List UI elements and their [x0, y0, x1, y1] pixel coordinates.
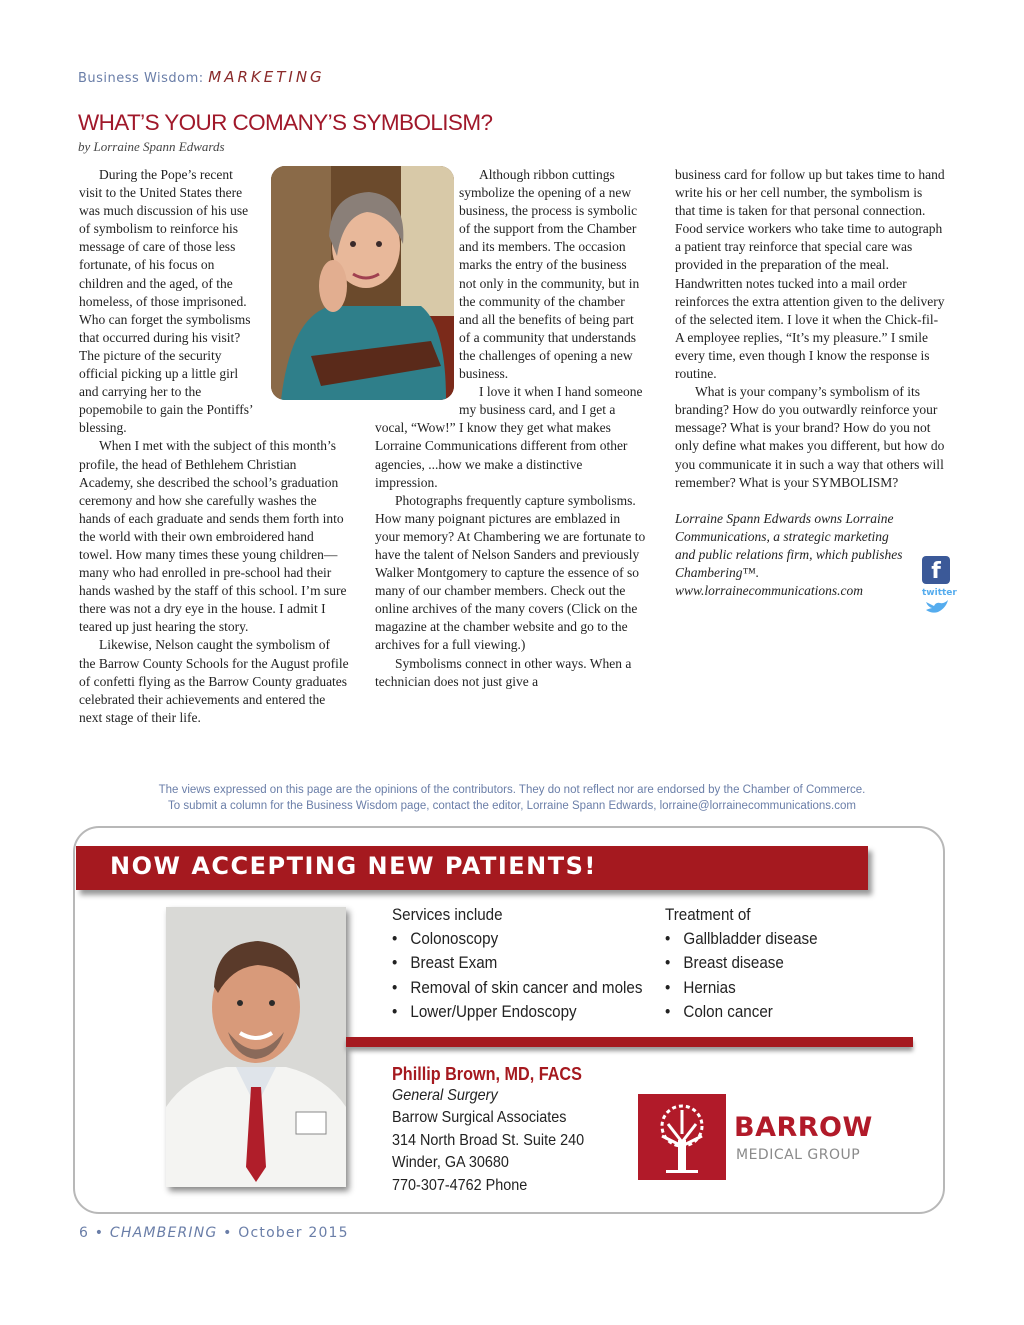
article-headline: WHAT’S YOUR COMANY’S SYMBOLISM? [78, 110, 493, 135]
paragraph: Photographs frequently capture symbolisms. How many poignant pictures are emblazed in your memory? At Chambering we are fortunate to have the talent of Nelson Sanders and previously Walker Montgomery to capture the essence of so many of our chamber members. Check out the online archives of the many covers (Click on the magazine at the chamber website and go to the archives for a full viewing.) [375, 492, 646, 653]
treatments-heading: Treatment of [665, 906, 751, 924]
tree-logo-icon [638, 1094, 726, 1180]
doctor-photo [166, 907, 346, 1187]
page-number: 6 [79, 1225, 90, 1241]
doctor-specialty: General Surgery [392, 1086, 498, 1104]
paragraph: Symbolisms connect in other ways. When a technician does not just give a [375, 655, 632, 689]
address-line-2: Winder, GA 30680 [392, 1154, 509, 1171]
ad-divider-bar [346, 1037, 913, 1047]
treatment-item: • Colon cancer [665, 1002, 773, 1021]
practice-name: Barrow Surgical Associates [392, 1109, 567, 1126]
paragraph: When I met with the subject of this month’s profile, the head of Bethlehem Christian Academy, she described the school’s graduation ceremony and how she carefully washes the hands of each graduate and sends them forth into the world with their own embroidered hand towel. How many times these young children—many who had enrolled in pre-school had their hands washed by the staff of this school. I’m sure there was not a dry eye in the house. I admit I teared up just hearing the story. [79, 438, 347, 635]
facebook-icon[interactable]: f [922, 556, 950, 584]
article-column-3 [675, 166, 945, 600]
page-footer: 6 • CHAMBERING • October 2015 [79, 1225, 349, 1241]
ad-banner-text: NOW ACCEPTING NEW PATIENTS! [110, 852, 597, 880]
issue-date: October 2015 [238, 1225, 349, 1241]
services-heading: Services include [392, 906, 503, 924]
paragraph: Although ribbon cuttings symbolize the opening of a new business, the process is symbolic of the support from the Chamber and its members. The occasion marks the entry of the business not only in the community, but in the community of the chamber and all the benefits of being part of a community that understands the challenges of opening a new business. [459, 167, 640, 382]
photo-wrap-spacer [253, 166, 349, 416]
section-label [78, 68, 325, 86]
author-bio: Lorraine Spann Edwards owns Lorraine Communications, a strategic marketing and public relations firm, which publishes Chambering™. [675, 510, 903, 580]
article-column-1 [79, 166, 349, 727]
twitter-bird-icon[interactable] [924, 598, 952, 618]
service-item: • Colonoscopy [392, 930, 499, 949]
article-column-2 [375, 166, 647, 691]
doctor-contact [392, 1064, 584, 1199]
logo-name: BARROW [734, 1112, 873, 1143]
phone-number: 770-307-4762 Phone [392, 1176, 528, 1194]
social-icons [922, 556, 957, 622]
treatment-item: • Gallbladder disease [665, 930, 818, 949]
twitter-label: twitter [922, 588, 957, 598]
disclaimer-line-1: The views expressed on this page are the opinions of the contributors. They do not reflect nor are endorsed by the Chamber of Commerce. [158, 784, 866, 796]
paragraph: What is your company’s symbolism of its branding? How do you outwardly reinforce your message? What is your brand? How do you not only define what makes you different, but how do you communicate it in such a way that others will remember? What is your SYMBOLISM? [675, 384, 945, 490]
author-website[interactable]: www.lorrainecommunications.com [675, 583, 863, 599]
article-byline: by Lorraine Spann Edwards [78, 139, 225, 154]
paragraph: I love it when I hand someone my business card, and I get a vocal, “Wow!” I know they get what makes Lorraine Communications different from other agencies, ...how we make a distinctive impression. [375, 384, 643, 490]
treatments-list [665, 906, 818, 1027]
paragraph: During the Pope’s recent visit to the United States there was much discussion of his use of symbolism to reinforce his message of care of those less fortunate, of his focus on children and the aged, of the homeless, of those imprisoned. Who can forget the symbolisms that occurred during his visit? The picture of the security official picking up a little girl and carrying her to the popemobile to gain the Pontiffs’ blessing. [79, 167, 253, 436]
service-item: • Removal of skin cancer and moles [392, 978, 643, 997]
disclaimer-line-2: To submit a column for the Business Wisdom page, contact the editor, Lorraine Spann Edwards, lorraine@lorrainecommunications.com [168, 800, 856, 812]
treatment-item: • Breast disease [665, 954, 784, 973]
section-topic: MARKETING [208, 68, 325, 86]
section-category: Business Wisdom: [78, 71, 209, 86]
services-list [392, 906, 642, 1027]
service-item: • Breast Exam [392, 954, 498, 973]
treatment-item: • Hernias [665, 978, 736, 997]
doctor-name: Phillip Brown, MD, FACS [392, 1064, 582, 1084]
photo-wrap-spacer [375, 166, 459, 410]
magazine-name: CHAMBERING [109, 1225, 218, 1241]
service-item: • Lower/Upper Endoscopy [392, 1002, 577, 1021]
paragraph: business card for follow up but takes time to hand write his or her cell number, the symbolism is that time is taken for that personal connection. Food service workers who take time to autograph a patient tray reinforce that special care was provided in the preparation of the meal. Handwritten notes tucked into a mail order reinforces the extra attention given to the delivery of the selected item. I love it when the Chick-fil-A employee replies, “It’s my pleasure.” I smile every time, even though I know the response is routine. [675, 167, 945, 382]
address-line-1: 314 North Broad St. Suite 240 [392, 1131, 585, 1149]
paragraph: Likewise, Nelson caught the symbolism of the Barrow County Schools for the August profile of confetti flying as the Barrow County graduates celebrated their achievements and entered the next stage of their life. [79, 637, 349, 725]
logo-subtitle: MEDICAL GROUP [736, 1147, 861, 1163]
